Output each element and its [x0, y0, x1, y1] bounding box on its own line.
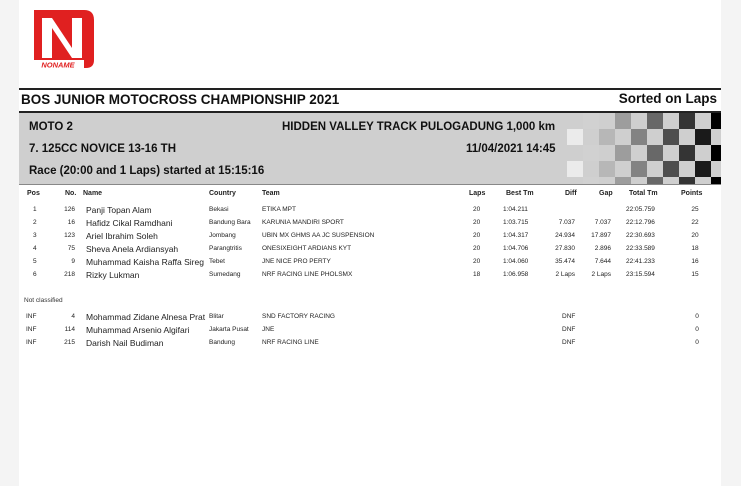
table-row: 5 9 Muhammad Kaisha Raffa Sireg Tebet JNE NICE PRO PERTY 20 1:04.060 35.474 7.644 22:41.233 16	[33, 257, 699, 267]
checker-square	[631, 161, 647, 177]
col-total: Total Tm	[629, 190, 658, 197]
checker-square	[679, 113, 695, 129]
col-country: Country	[209, 190, 236, 197]
checker-square	[631, 129, 647, 145]
checker-square	[615, 145, 631, 161]
checker-square	[647, 177, 663, 184]
checker-square	[663, 129, 679, 145]
table-row-not-classified: INF 215 Darish Nail Budiman Bandung NRF RACING LINE DNF 0	[26, 338, 699, 348]
checker-square	[599, 161, 615, 177]
race-start-info: Race (20:00 and 1 Laps) started at 15:15:16	[29, 165, 265, 177]
checker-square	[663, 161, 679, 177]
venue: HIDDEN VALLEY TRACK PULOGADUNG 1,000 km	[282, 121, 556, 133]
sort-label: Sorted on Laps	[618, 91, 717, 106]
table-row-not-classified: INF 114 Muhammad Arsenio Algifari Jakarta Pusat JNE DNF 0	[26, 325, 699, 335]
table-row: 4 75 Sheva Anela Ardiansyah Parangtritis ONESIXEIGHT ARDIANS KYT 20 1:04.706 27.830 2.896 22:33.589 18	[33, 244, 699, 254]
table-row-not-classified: INF 4 Mohammad Zidane Alnesa Prat Blitar SND FACTORY RACING DNF 0	[26, 312, 699, 322]
championship-title: BOS JUNIOR MOTOCROSS CHAMPIONSHIP 2021	[21, 92, 340, 107]
col-diff: Diff	[565, 190, 577, 197]
col-no: No.	[65, 190, 77, 197]
checker-square	[647, 145, 663, 161]
checker-square	[679, 177, 695, 184]
checker-square	[695, 129, 711, 145]
header-rule	[19, 88, 721, 90]
not-classified-label: Not classified	[24, 297, 63, 304]
table-row: 3 123 Ariel Ibrahim Soleh Jombang UBIN MX GHMS AA JC SUSPENSION 20 1:04.317 24.934 17.897 22:30.693 20	[33, 231, 699, 241]
checker-square	[615, 113, 631, 129]
table-row: 6 218 Rizky Lukman Sumedang NRF RACING LINE PHOLSMX 18 1:06.958 2 Laps 2 Laps 23:15.594 15	[33, 270, 699, 280]
checker-square	[567, 129, 583, 145]
race-datetime: 11/04/2021 14:45	[466, 143, 556, 155]
col-gap: Gap	[599, 190, 613, 197]
checker-square	[599, 129, 615, 145]
results-sheet	[19, 0, 721, 486]
table-row: 1 126 Panji Topan Alam Bekasi ETIKA MPT 20 1:04.211 22:05.759 25	[33, 205, 699, 215]
race-class: MOTO 2	[29, 121, 73, 133]
checker-square	[583, 145, 599, 161]
checker-square	[679, 145, 695, 161]
checker-square	[647, 113, 663, 129]
race-info-band	[19, 111, 721, 185]
checker-square	[583, 113, 599, 129]
checker-square	[567, 161, 583, 177]
checker-square	[711, 113, 721, 129]
checker-square	[711, 145, 721, 161]
race-category: 7. 125CC NOVICE 13-16 TH	[29, 143, 177, 155]
results-header-row	[19, 190, 721, 201]
checker-square	[695, 161, 711, 177]
checkered-flag-graphic	[567, 113, 721, 184]
col-team: Team	[262, 190, 280, 197]
table-row: 2 16 Hafidz Cikal Ramdhani Bandung Bara KARUNIA MANDIRI SPORT 20 1:03.715 7.037 7.037 22:12.796 22	[33, 218, 699, 228]
checker-square	[583, 177, 599, 184]
checker-square	[711, 177, 721, 184]
noname-logo	[28, 8, 96, 70]
col-pos: Pos	[27, 190, 40, 197]
col-laps: Laps	[469, 190, 486, 197]
col-best: Best Tm	[506, 190, 534, 197]
col-points: Points	[681, 190, 703, 197]
col-name: Name	[83, 190, 103, 197]
logo-text: NONAME	[41, 60, 75, 70]
checker-square	[615, 177, 631, 184]
